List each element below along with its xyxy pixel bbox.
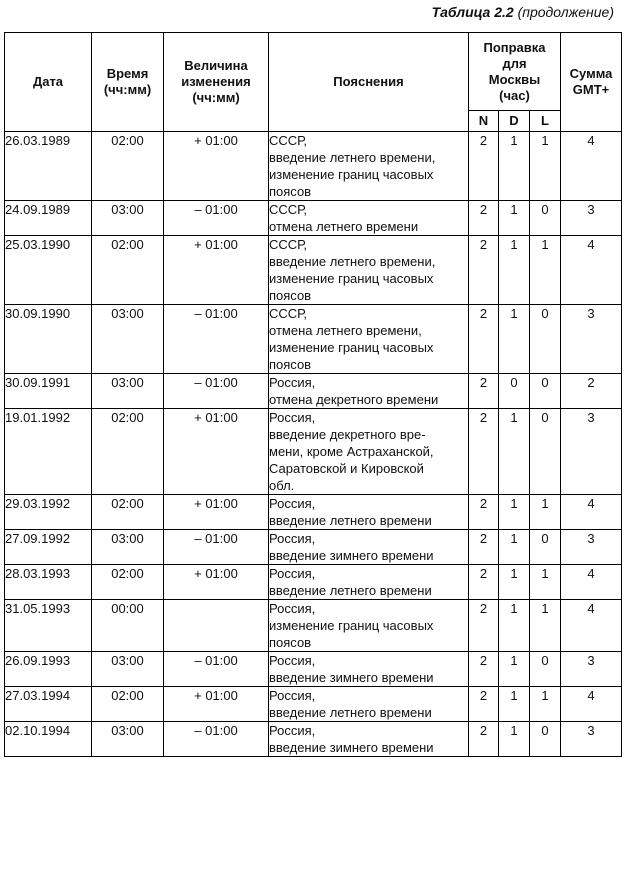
row-date: 19.01.1992 — [5, 409, 92, 495]
row-d: 1 — [499, 495, 530, 530]
row-d: 1 — [499, 236, 530, 305]
row-note-line: Саратовской и Кировской — [269, 461, 424, 476]
table-row — [5, 495, 622, 530]
table-row — [5, 132, 622, 201]
row-note-line: поясов — [269, 288, 312, 303]
row-note-line: поясов — [269, 357, 312, 372]
row-date: 31.05.1993 — [5, 600, 92, 652]
row-notes — [269, 530, 469, 565]
table-row — [5, 565, 622, 600]
row-l: 1 — [530, 600, 561, 652]
row-note-line: введение летнего времени — [269, 513, 432, 528]
row-note-line: введение летнего времени — [269, 705, 432, 720]
row-date: 24.09.1989 — [5, 201, 92, 236]
table-caption — [432, 4, 614, 20]
row-note-line: отмена декретного времени — [269, 392, 439, 407]
row-note-line: Россия, — [269, 653, 316, 668]
row-n: 2 — [469, 236, 499, 305]
row-notes — [269, 132, 469, 201]
row-note-line: изменение границ часовых — [269, 167, 434, 182]
row-note-line: изменение границ часовых — [269, 340, 434, 355]
row-d: 1 — [499, 687, 530, 722]
row-note-line: СССР, — [269, 306, 307, 321]
row-gmt-sum: 3 — [561, 201, 622, 236]
row-l: 1 — [530, 687, 561, 722]
row-d: 0 — [499, 374, 530, 409]
row-note-line: Россия, — [269, 531, 316, 546]
row-notes — [269, 201, 469, 236]
row-notes — [269, 409, 469, 495]
row-note-line: поясов — [269, 184, 312, 199]
row-change-amount: + 01:00 — [164, 409, 269, 495]
row-note-line: СССР, — [269, 133, 307, 148]
row-n: 2 — [469, 374, 499, 409]
row-d: 1 — [499, 565, 530, 600]
table-row — [5, 409, 622, 495]
table-row — [5, 600, 622, 652]
row-note-line: Россия, — [269, 566, 316, 581]
timezone-changes-table — [4, 32, 622, 757]
row-time: 02:00 — [92, 565, 164, 600]
header-moscow-correction: Поправка для Москвы (час) — [469, 33, 561, 111]
row-change-amount: – 01:00 — [164, 530, 269, 565]
row-change-amount: + 01:00 — [164, 495, 269, 530]
row-time: 03:00 — [92, 305, 164, 374]
row-note-line: Россия, — [269, 410, 316, 425]
table-row — [5, 687, 622, 722]
row-notes — [269, 722, 469, 757]
row-note-line: поясов — [269, 635, 312, 650]
row-d: 1 — [499, 530, 530, 565]
row-change-amount: – 01:00 — [164, 374, 269, 409]
table-body — [5, 132, 622, 757]
row-time: 02:00 — [92, 132, 164, 201]
header-n: N — [469, 111, 499, 132]
row-l: 1 — [530, 236, 561, 305]
row-d: 1 — [499, 201, 530, 236]
row-gmt-sum: 4 — [561, 495, 622, 530]
row-change-amount: – 01:00 — [164, 652, 269, 687]
row-time: 02:00 — [92, 495, 164, 530]
row-l: 0 — [530, 530, 561, 565]
row-gmt-sum: 2 — [561, 374, 622, 409]
row-date: 28.03.1993 — [5, 565, 92, 600]
row-change-amount: – 01:00 — [164, 201, 269, 236]
table-caption-subtitle: (продолжение) — [517, 4, 614, 20]
row-l: 0 — [530, 652, 561, 687]
row-l: 1 — [530, 495, 561, 530]
row-note-line: изменение границ часовых — [269, 618, 434, 633]
header-change-amount: Величина изменения (чч:мм) — [164, 33, 269, 132]
row-notes — [269, 687, 469, 722]
row-note-line: Россия, — [269, 496, 316, 511]
row-notes — [269, 374, 469, 409]
row-gmt-sum: 4 — [561, 600, 622, 652]
row-d: 1 — [499, 600, 530, 652]
row-gmt-sum: 3 — [561, 409, 622, 495]
row-note-line: введение летнего времени, — [269, 254, 436, 269]
row-n: 2 — [469, 495, 499, 530]
table-row — [5, 722, 622, 757]
row-l: 0 — [530, 722, 561, 757]
row-note-line: введение летнего времени, — [269, 150, 436, 165]
row-note-line: СССР, — [269, 202, 307, 217]
row-note-line: изменение границ часовых — [269, 271, 434, 286]
row-l: 0 — [530, 305, 561, 374]
row-l: 0 — [530, 201, 561, 236]
row-note-line: мени, кроме Астраханской, — [269, 444, 434, 459]
row-note-line: СССР, — [269, 237, 307, 252]
row-note-line: введение зимнего времени — [269, 740, 434, 755]
row-note-line: введение декретного вре- — [269, 427, 426, 442]
row-time: 03:00 — [92, 652, 164, 687]
header-gmt-sum: Сумма GMT+ — [561, 33, 622, 132]
row-n: 2 — [469, 409, 499, 495]
header-d: D — [499, 111, 530, 132]
table-row — [5, 305, 622, 374]
row-change-amount: – 01:00 — [164, 722, 269, 757]
row-note-line: введение зимнего времени — [269, 670, 434, 685]
row-change-amount: + 01:00 — [164, 687, 269, 722]
row-gmt-sum: 3 — [561, 652, 622, 687]
row-note-line: введение зимнего времени — [269, 548, 434, 563]
row-n: 2 — [469, 722, 499, 757]
row-notes — [269, 565, 469, 600]
row-note-line: введение летнего времени — [269, 583, 432, 598]
header-notes: Пояснения — [269, 33, 469, 132]
row-l: 1 — [530, 565, 561, 600]
row-time: 02:00 — [92, 409, 164, 495]
table-row — [5, 236, 622, 305]
row-date: 27.09.1992 — [5, 530, 92, 565]
row-time: 03:00 — [92, 722, 164, 757]
row-n: 2 — [469, 530, 499, 565]
row-note-line: отмена летнего времени — [269, 219, 419, 234]
row-gmt-sum: 4 — [561, 132, 622, 201]
row-d: 1 — [499, 305, 530, 374]
table-row — [5, 652, 622, 687]
row-note-line: Россия, — [269, 375, 316, 390]
row-change-amount: + 01:00 — [164, 236, 269, 305]
table-row — [5, 374, 622, 409]
row-gmt-sum: 3 — [561, 722, 622, 757]
row-n: 2 — [469, 565, 499, 600]
row-gmt-sum: 3 — [561, 305, 622, 374]
row-time: 02:00 — [92, 236, 164, 305]
row-n: 2 — [469, 687, 499, 722]
row-n: 2 — [469, 305, 499, 374]
row-date: 27.03.1994 — [5, 687, 92, 722]
table-header-row — [5, 33, 622, 111]
header-l: L — [530, 111, 561, 132]
row-change-amount: + 01:00 — [164, 132, 269, 201]
row-notes — [269, 652, 469, 687]
row-gmt-sum: 4 — [561, 236, 622, 305]
row-n: 2 — [469, 201, 499, 236]
row-note-line: Россия, — [269, 688, 316, 703]
row-gmt-sum: 4 — [561, 687, 622, 722]
row-l: 1 — [530, 132, 561, 201]
row-notes — [269, 305, 469, 374]
row-time: 00:00 — [92, 600, 164, 652]
header-time: Время (чч:мм) — [92, 33, 164, 132]
row-d: 1 — [499, 722, 530, 757]
row-note-line: Россия, — [269, 601, 316, 616]
row-n: 2 — [469, 600, 499, 652]
row-n: 2 — [469, 132, 499, 201]
header-date: Дата — [5, 33, 92, 132]
row-change-amount: + 01:00 — [164, 565, 269, 600]
row-date: 26.03.1989 — [5, 132, 92, 201]
row-l: 0 — [530, 374, 561, 409]
row-n: 2 — [469, 652, 499, 687]
row-note-line: обл. — [269, 478, 295, 493]
row-notes — [269, 600, 469, 652]
table-caption-title: Таблица 2.2 — [431, 4, 514, 20]
row-date: 25.03.1990 — [5, 236, 92, 305]
row-time: 03:00 — [92, 201, 164, 236]
row-d: 1 — [499, 409, 530, 495]
row-d: 1 — [499, 132, 530, 201]
row-time: 03:00 — [92, 530, 164, 565]
row-d: 1 — [499, 652, 530, 687]
row-gmt-sum: 4 — [561, 565, 622, 600]
row-change-amount — [164, 600, 269, 652]
row-l: 0 — [530, 409, 561, 495]
row-gmt-sum: 3 — [561, 530, 622, 565]
row-change-amount: – 01:00 — [164, 305, 269, 374]
row-notes — [269, 236, 469, 305]
row-date: 30.09.1991 — [5, 374, 92, 409]
row-date: 02.10.1994 — [5, 722, 92, 757]
row-date: 30.09.1990 — [5, 305, 92, 374]
row-note-line: Россия, — [269, 723, 316, 738]
row-time: 03:00 — [92, 374, 164, 409]
row-date: 26.09.1993 — [5, 652, 92, 687]
table-row — [5, 530, 622, 565]
row-notes — [269, 495, 469, 530]
row-date: 29.03.1992 — [5, 495, 92, 530]
row-time: 02:00 — [92, 687, 164, 722]
row-note-line: отмена летнего времени, — [269, 323, 422, 338]
table-row — [5, 201, 622, 236]
